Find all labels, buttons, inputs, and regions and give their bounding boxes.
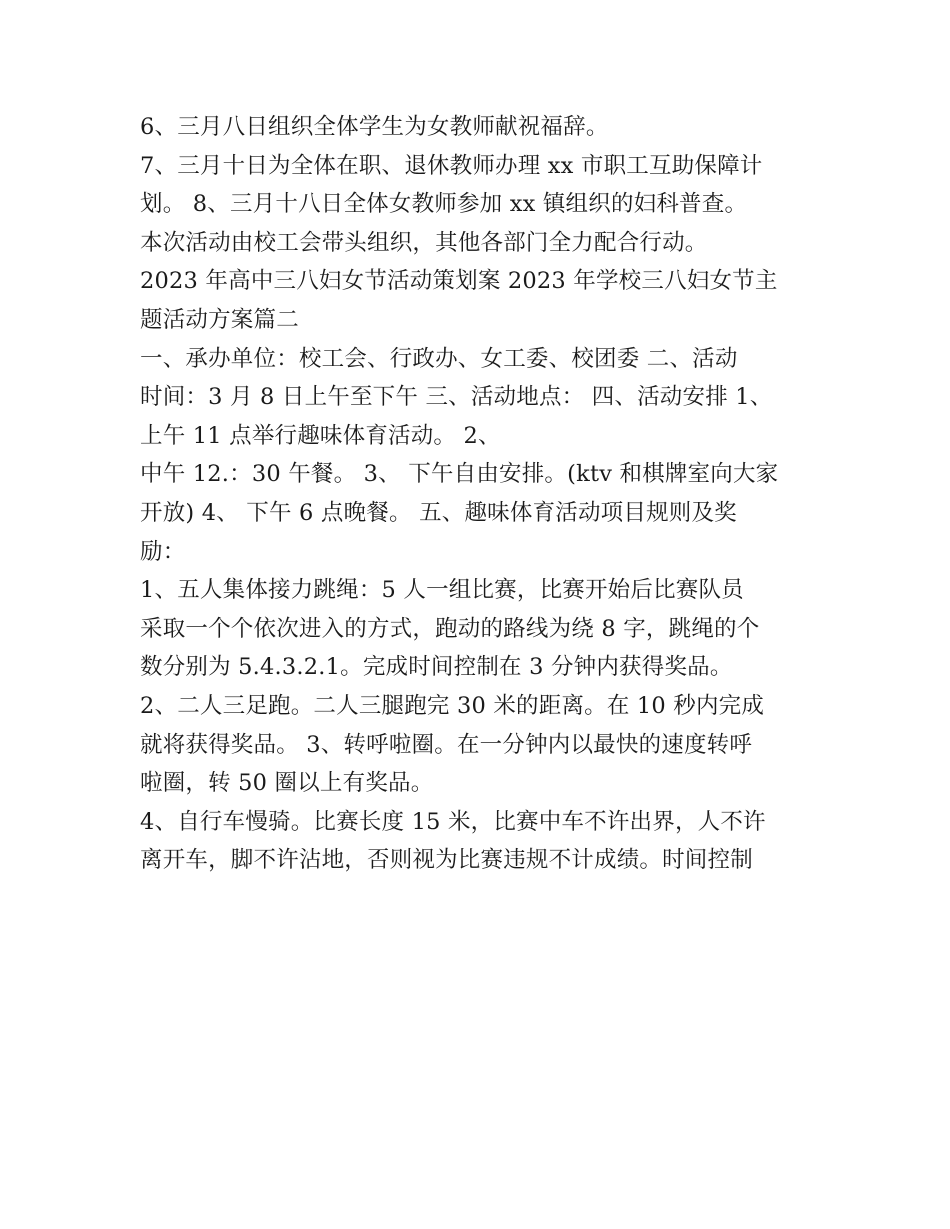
text-line-8: 时间：3 月 8 日上午至下午 三、活动地点： 四、活动安排 1、 [140,384,773,411]
text-line-5: 2023 年高中三八妇女节活动策划案 2023 年学校三八妇女节主 [140,268,778,295]
text-line-13: 1、五人集体接力跳绳：5 人一组比赛，比赛开始后比赛队员 [140,577,744,604]
text-line-19: 4、自行车慢骑。比赛长度 15 米，比赛中车不许出界，人不许 [140,808,766,835]
text-line-9: 上午 11 点举行趣味体育活动。 2、 [140,422,501,449]
text-line-3: 划。 8、三月十八日全体女教师参加 xx 镇组织的妇科普查。 [140,191,748,218]
document-body [140,108,820,880]
text-line-16: 2、二人三足跑。二人三腿跑完 30 米的距离。在 10 秒内完成 [140,692,765,719]
text-line-6: 题活动方案篇二 [140,306,299,333]
text-line-10: 中午 12.：30 午餐。 3、 下午自由安排。(ktv 和棋牌室向大家 [140,461,779,488]
text-line-11: 开放) 4、 下午 6 点晚餐。 五、趣味体育活动项目规则及奖 [140,499,737,526]
text-line-14: 采取一个个依次进入的方式，跑动的路线为绕 8 字，跳绳的个 [140,615,760,642]
text-line-1: 6、三月八日组织全体学生为女教师献祝福辞。 [140,114,609,140]
text-line-4: 本次活动由校工会带头组织，其他各部门全力配合行动。 [140,229,708,256]
text-line-18: 啦圈，转 50 圈以上有奖品。 [140,770,434,797]
text-line-2: 7、三月十日为全体在职、退休教师办理 xx 市职工互助保障计 [140,152,763,179]
text-line-7: 一、承办单位：校工会、行政办、女工委、校团委 二、活动 [140,345,738,372]
text-line-12: 励： [140,538,186,565]
text-line-17: 就将获得奖品。 3、转呼啦圈。在一分钟内以最快的速度转呼 [140,731,753,758]
text-line-15: 数分别为 5.4.3.2.1。完成时间控制在 3 分钟内获得奖品。 [140,654,733,681]
text-line-20: 离开车，脚不许沾地，否则视为比赛违规不计成绩。时间控制 [140,847,753,874]
